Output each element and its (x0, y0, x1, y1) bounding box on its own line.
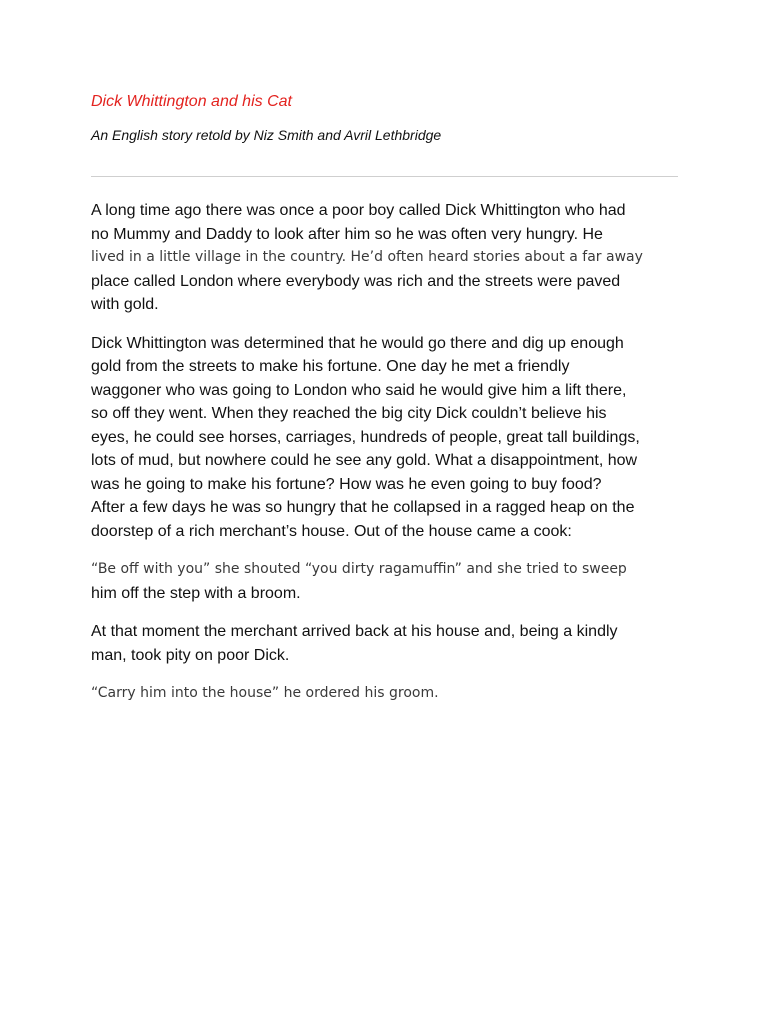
text-line: doorstep of a rich merchant’s house. Out of the house came a cook: (91, 522, 572, 540)
paragraph (91, 558, 691, 605)
text-line: After a few days he was so hungry that he collapsed in a ragged heap on the (91, 499, 635, 516)
text-line: “Carry him into the house” he ordered his groom. (91, 685, 439, 701)
text-line: man, took pity on poor Dick. (91, 646, 290, 664)
story-body (91, 199, 691, 721)
divider-line (91, 176, 678, 177)
text-line: so off they went. When they reached the big city Dick couldn’t believe his (91, 405, 607, 422)
story-subtitle: An English story retold by Niz Smith and Avril Lethbridge (91, 127, 442, 143)
text-line: waggoner who was going to London who said he would give him a lift there, (91, 381, 627, 399)
text-line: At that moment the merchant arrived back at his house and, being a kindly (91, 623, 618, 640)
text-line: with gold. (91, 296, 159, 313)
paragraph (91, 199, 691, 317)
text-line: no Mummy and Daddy to look after him so he was often very hungry. He (91, 225, 603, 243)
text-line: lived in a little village in the country. He’d often heard stories about a far away (91, 249, 643, 265)
paragraph (91, 682, 691, 706)
paragraph (91, 620, 691, 667)
story-title: Dick Whittington and his Cat (91, 93, 292, 110)
text-line: A long time ago there was once a poor boy called Dick Whittington who had (91, 202, 626, 219)
text-line: place called London where everybody was rich and the streets were paved (91, 272, 621, 290)
text-line: him off the step with a broom. (91, 584, 301, 602)
text-line: was he going to make his fortune? How was he even going to buy food? (91, 475, 602, 493)
text-line: lots of mud, but nowhere could he see any gold. What a disappointment, how (91, 452, 638, 469)
text-line: Dick Whittington was determined that he would go there and dig up enough (91, 334, 624, 352)
paragraph (91, 332, 691, 544)
text-line: eyes, he could see horses, carriages, hundreds of people, great tall buildings, (91, 428, 640, 446)
text-line: “Be off with you” she shouted “you dirty ragamuffin” and she tried to sweep (91, 561, 627, 577)
text-line: gold from the streets to make his fortune. One day he met a friendly (91, 358, 570, 375)
